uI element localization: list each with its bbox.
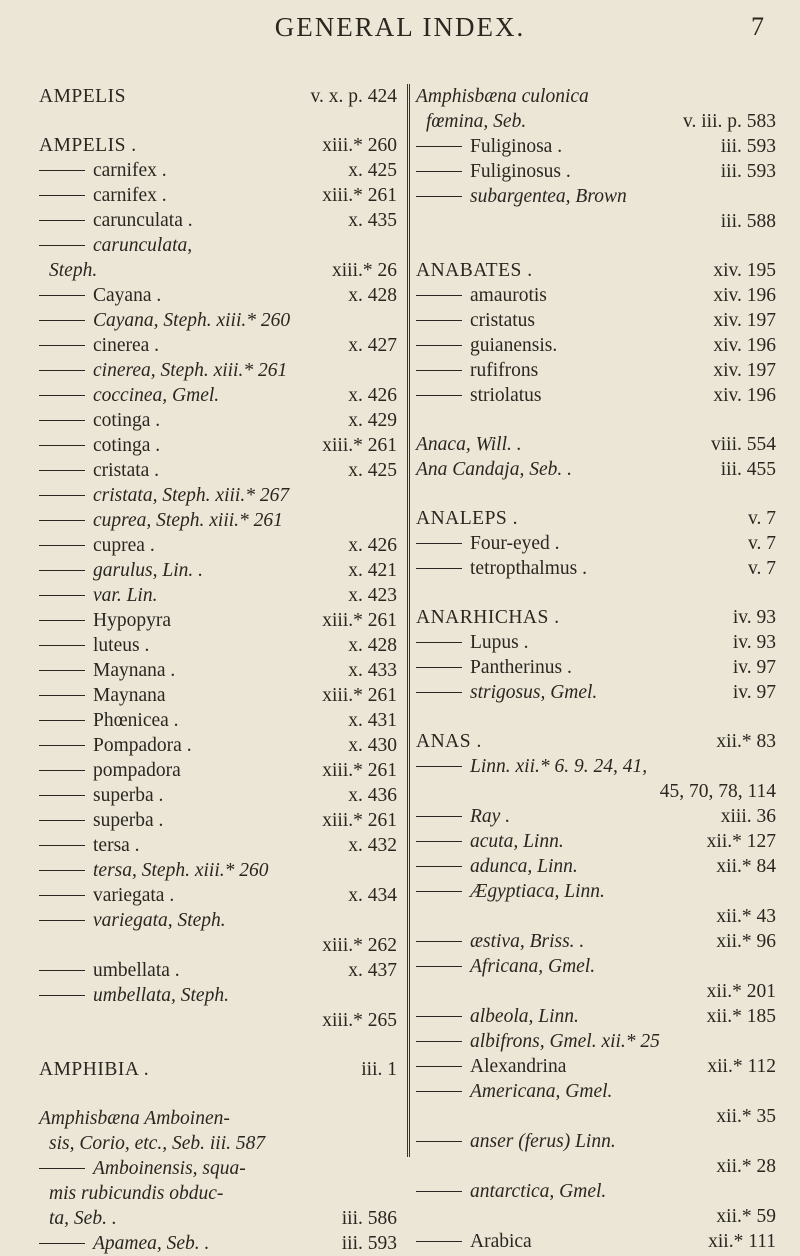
- entry-reference: v. 7: [748, 558, 776, 579]
- entry-reference: x. 430: [348, 735, 397, 756]
- index-entry: [416, 333, 776, 358]
- index-entry: [39, 683, 397, 708]
- ditto-dash: [39, 170, 85, 171]
- entry-reference: iv. 97: [732, 682, 776, 703]
- index-entry: [39, 383, 397, 408]
- index-entry: [39, 233, 397, 258]
- index-entry: [416, 1204, 776, 1229]
- index-entry: [416, 1179, 776, 1204]
- index-entry: [39, 1106, 397, 1131]
- entry-term: sis, Corio, etc., Seb. iii. 587: [49, 1133, 266, 1154]
- index-entry: [39, 258, 397, 283]
- entry-reference: xiv. 196: [713, 335, 776, 356]
- ditto-dash: [39, 870, 85, 871]
- entry-reference: xiv. 197: [713, 360, 776, 381]
- entry-term: garulus, Lin. .: [93, 560, 203, 581]
- index-entry: [39, 1131, 397, 1156]
- entry-term: cotinga .: [93, 435, 161, 456]
- entry-term: Cayana, Steph. xiii.* 260: [93, 310, 291, 331]
- index-entry: [416, 954, 776, 979]
- entry-reference: iii. 593: [341, 1233, 397, 1254]
- entry-reference: iii. 593: [720, 136, 776, 157]
- ditto-dash: [416, 766, 462, 767]
- entry-term: subargentea, Brown: [470, 186, 627, 207]
- entry-term: variegata .: [93, 885, 175, 906]
- index-entry: [39, 1181, 397, 1206]
- ditto-dash: [416, 1066, 462, 1067]
- ditto-dash: [416, 568, 462, 569]
- entry-term: cuprea .: [93, 535, 155, 556]
- ditto-dash: [39, 695, 85, 696]
- entry-term: Lupus .: [470, 632, 529, 653]
- entry-term: antarctica, Gmel.: [470, 1181, 607, 1202]
- index-entry: [416, 84, 776, 109]
- index-entry: [39, 133, 397, 158]
- entry-reference: xiii.* 261: [322, 685, 397, 706]
- index-entry: [416, 432, 776, 457]
- index-entry: [39, 583, 397, 608]
- entry-reference: xiv. 196: [713, 285, 776, 306]
- ditto-dash: [39, 370, 85, 371]
- entry-term: cinerea, Steph. xiii.* 261: [93, 360, 288, 381]
- index-entry: [39, 708, 397, 733]
- ditto-dash: [39, 1168, 85, 1169]
- entry-term: ANALEPS .: [416, 508, 519, 529]
- index-entry: [39, 1206, 397, 1231]
- index-entry: [416, 134, 776, 159]
- ditto-dash: [416, 146, 462, 147]
- index-entry: [416, 605, 776, 630]
- entry-term: cristatus: [470, 310, 535, 331]
- entry-reference: x. 427: [348, 335, 397, 356]
- ditto-dash: [39, 495, 85, 496]
- index-entry: [416, 754, 776, 779]
- entry-term: Pompadora .: [93, 735, 192, 756]
- index-entry: [416, 829, 776, 854]
- right-index-column: [416, 84, 776, 1254]
- index-entry: [416, 680, 776, 705]
- ditto-dash: [39, 295, 85, 296]
- entry-reference: x. 428: [348, 285, 397, 306]
- ditto-dash: [416, 295, 462, 296]
- entry-term: mis rubicundis obduc-: [49, 1183, 224, 1204]
- entry-reference: xii.* 35: [716, 1106, 776, 1127]
- index-entry: [416, 109, 776, 134]
- entry-reference: iii. 593: [720, 161, 776, 182]
- entry-term: Hypopyra: [93, 610, 171, 631]
- index-entry: [416, 457, 776, 482]
- entry-reference: v. x. p. 424: [310, 86, 397, 107]
- index-entry: [416, 1054, 776, 1079]
- entry-term: Maynana: [93, 685, 166, 706]
- index-entry: [39, 84, 397, 109]
- entry-reference: iv. 97: [732, 657, 776, 678]
- entry-term: carnifex .: [93, 160, 167, 181]
- entry-reference: xii.* 127: [706, 831, 776, 852]
- index-entry: [416, 556, 776, 581]
- entry-reference: iii. 455: [720, 459, 776, 480]
- ditto-dash: [416, 395, 462, 396]
- ditto-dash: [416, 1041, 462, 1042]
- entry-term: Cayana .: [93, 285, 162, 306]
- index-entry: [416, 655, 776, 680]
- entry-reference: iv. 93: [732, 607, 776, 628]
- entry-reference: xii.* 112: [707, 1056, 776, 1077]
- ditto-dash: [39, 445, 85, 446]
- entry-reference: x. 426: [348, 535, 397, 556]
- entry-term: superba .: [93, 810, 164, 831]
- entry-reference: x. 434: [348, 885, 397, 906]
- page-header: [0, 12, 800, 52]
- entry-term: Four-eyed .: [470, 533, 560, 554]
- entry-reference: 45, 70, 78, 114: [659, 781, 776, 802]
- entry-term: anser (ferus) Linn.: [470, 1131, 616, 1152]
- entry-term: variegata, Steph.: [93, 910, 226, 931]
- entry-reference: iii. 586: [341, 1208, 397, 1229]
- entry-reference: xii.* 28: [716, 1156, 776, 1177]
- index-entry: [416, 184, 776, 209]
- index-entry: [39, 558, 397, 583]
- index-entry: [39, 608, 397, 633]
- ditto-dash: [416, 543, 462, 544]
- index-entry: [39, 358, 397, 383]
- entry-reference: xii.* 185: [706, 1006, 776, 1027]
- ditto-dash: [39, 420, 85, 421]
- index-entry: [416, 929, 776, 954]
- entry-reference: xii.* 59: [716, 1206, 776, 1227]
- ditto-dash: [39, 670, 85, 671]
- ditto-dash: [39, 595, 85, 596]
- index-entry: [416, 904, 776, 929]
- index-entry: [416, 506, 776, 531]
- entry-term: cristata, Steph. xiii.* 267: [93, 485, 290, 506]
- index-entry: [416, 1079, 776, 1104]
- entry-term: Amboinensis, squa-: [93, 1158, 246, 1179]
- index-entry: [416, 1154, 776, 1179]
- entry-term: æstiva, Briss. .: [470, 931, 585, 952]
- index-entry: [39, 1231, 397, 1256]
- entry-term: albeola, Linn.: [470, 1006, 579, 1027]
- ditto-dash: [416, 196, 462, 197]
- entry-term: Steph.: [49, 260, 98, 281]
- entry-reference: x. 437: [348, 960, 397, 981]
- entry-reference: xiii.* 265: [322, 1010, 397, 1031]
- index-entry: [39, 733, 397, 758]
- index-entry: [39, 408, 397, 433]
- entry-reference: v. iii. p. 583: [683, 111, 776, 132]
- entry-reference: xiii. 36: [720, 806, 776, 827]
- entry-term: cotinga .: [93, 410, 161, 431]
- index-entry: [416, 729, 776, 754]
- entry-reference: xiii.* 260: [322, 135, 397, 156]
- entry-reference: x. 426: [348, 385, 397, 406]
- entry-term: adunca, Linn.: [470, 856, 578, 877]
- ditto-dash: [416, 345, 462, 346]
- index-entry: [416, 383, 776, 408]
- entry-term: Africana, Gmel.: [470, 956, 596, 977]
- entry-term: Linn. xii.* 6. 9. 24, 41,: [470, 756, 648, 777]
- entry-term: AMPELIS: [39, 86, 126, 107]
- entry-reference: x. 423: [348, 585, 397, 606]
- index-entry: [416, 779, 776, 804]
- index-entry: [39, 283, 397, 308]
- ditto-dash: [416, 1016, 462, 1017]
- ditto-dash: [39, 1243, 85, 1244]
- entry-term: coccinea, Gmel.: [93, 385, 220, 406]
- entry-term: guianensis.: [470, 335, 558, 356]
- entry-term: amaurotis: [470, 285, 547, 306]
- ditto-dash: [39, 570, 85, 571]
- ditto-dash: [416, 642, 462, 643]
- entry-term: cuprea, Steph. xiii.* 261: [93, 510, 283, 531]
- entry-term: Amphisbæna Amboinen-: [39, 1108, 230, 1129]
- ditto-dash: [39, 995, 85, 996]
- entry-term: albifrons, Gmel. xii.* 25: [470, 1031, 660, 1052]
- ditto-dash: [416, 320, 462, 321]
- entry-term: fœmina, Seb.: [426, 111, 527, 132]
- ditto-dash: [39, 195, 85, 196]
- entry-term: Arabica: [470, 1231, 532, 1252]
- entry-reference: xiv. 197: [713, 310, 776, 331]
- column-divider: [407, 84, 410, 1157]
- index-entry: [416, 159, 776, 184]
- entry-term: cristata .: [93, 460, 160, 481]
- entry-reference: xii.* 201: [706, 981, 776, 1002]
- ditto-dash: [416, 370, 462, 371]
- index-entry: [39, 208, 397, 233]
- entry-reference: xiii.* 261: [322, 185, 397, 206]
- index-entry: [39, 458, 397, 483]
- ditto-dash: [416, 866, 462, 867]
- ditto-dash: [416, 1141, 462, 1142]
- index-entry: [39, 333, 397, 358]
- entry-term: AMPHIBIA .: [39, 1059, 150, 1080]
- entry-term: Fuliginosus .: [470, 161, 571, 182]
- ditto-dash: [39, 720, 85, 721]
- ditto-dash: [416, 171, 462, 172]
- index-entry: [39, 833, 397, 858]
- index-entry: [39, 958, 397, 983]
- entry-reference: xii.* 96: [716, 931, 776, 952]
- ditto-dash: [39, 770, 85, 771]
- entry-reference: xii.* 83: [716, 731, 776, 752]
- entry-reference: x. 428: [348, 635, 397, 656]
- entry-reference: iii. 588: [720, 211, 776, 232]
- index-entry: [416, 1229, 776, 1254]
- entry-reference: x. 431: [348, 710, 397, 731]
- index-entry: [39, 758, 397, 783]
- index-entry: [39, 508, 397, 533]
- entry-term: luteus .: [93, 635, 150, 656]
- ditto-dash: [39, 620, 85, 621]
- ditto-dash: [39, 520, 85, 521]
- ditto-dash: [39, 395, 85, 396]
- ditto-dash: [416, 1241, 462, 1242]
- index-entry: [39, 308, 397, 333]
- ditto-dash: [39, 920, 85, 921]
- entry-reference: viii. 554: [710, 434, 776, 455]
- entry-term: ANABATES .: [416, 260, 533, 281]
- ditto-dash: [39, 320, 85, 321]
- index-entry: [39, 1156, 397, 1181]
- entry-reference: x. 433: [348, 660, 397, 681]
- entry-reference: xii.* 84: [716, 856, 776, 877]
- ditto-dash: [39, 345, 85, 346]
- entry-reference: xiv. 195: [713, 260, 776, 281]
- entry-term: Anaca, Will. .: [416, 434, 522, 455]
- entry-term: tetropthalmus .: [470, 558, 587, 579]
- entry-term: Pantherinus .: [470, 657, 572, 678]
- entry-term: striolatus: [470, 385, 542, 406]
- entry-term: Maynana .: [93, 660, 176, 681]
- index-entry: [39, 633, 397, 658]
- entry-term: Phœnicea .: [93, 710, 179, 731]
- index-entry: [39, 483, 397, 508]
- index-entry: [416, 630, 776, 655]
- entry-term: Americana, Gmel.: [470, 1081, 613, 1102]
- ditto-dash: [416, 941, 462, 942]
- entry-term: Amphisbæna culonica: [416, 86, 589, 107]
- index-entry: [39, 858, 397, 883]
- entry-reference: x. 436: [348, 785, 397, 806]
- index-entry: [416, 854, 776, 879]
- entry-reference: xiii.* 261: [322, 610, 397, 631]
- entry-term: superba .: [93, 785, 164, 806]
- running-title: GENERAL INDEX.: [274, 12, 526, 42]
- entry-term: Ægyptiaca, Linn.: [470, 881, 605, 902]
- entry-reference: xii.* 111: [708, 1231, 776, 1252]
- entry-term: ANAS .: [416, 731, 482, 752]
- index-entry: [416, 1029, 776, 1054]
- entry-reference: xiii.* 261: [322, 760, 397, 781]
- entry-reference: v. 7: [748, 533, 776, 554]
- entry-reference: iii. 1: [361, 1059, 397, 1080]
- index-entry: [39, 908, 397, 933]
- page-number: 7: [751, 12, 764, 41]
- entry-reference: x. 425: [348, 160, 397, 181]
- index-entry: [416, 1004, 776, 1029]
- index-entry: [39, 1008, 397, 1033]
- index-entry: [39, 883, 397, 908]
- entry-term: Ana Candaja, Seb. .: [416, 459, 572, 480]
- index-entry: [39, 658, 397, 683]
- index-entry: [416, 531, 776, 556]
- ditto-dash: [39, 845, 85, 846]
- index-entry: [416, 308, 776, 333]
- entry-term: umbellata, Steph.: [93, 985, 229, 1006]
- entry-reference: v. 7: [748, 508, 776, 529]
- entry-reference: xiii.* 261: [322, 810, 397, 831]
- ditto-dash: [416, 1191, 462, 1192]
- index-entry: [39, 933, 397, 958]
- entry-reference: x. 429: [348, 410, 397, 431]
- entry-term: Ray .: [470, 806, 511, 827]
- ditto-dash: [416, 667, 462, 668]
- entry-reference: x. 432: [348, 835, 397, 856]
- index-entry: [39, 1057, 397, 1082]
- entry-reference: xiii.* 262: [322, 935, 397, 956]
- index-entry: [39, 158, 397, 183]
- ditto-dash: [39, 970, 85, 971]
- entry-term: AMPELIS .: [39, 135, 137, 156]
- index-entry: [416, 1104, 776, 1129]
- entry-term: tersa, Steph. xiii.* 260: [93, 860, 269, 881]
- entry-reference: x. 425: [348, 460, 397, 481]
- index-entry: [39, 433, 397, 458]
- index-entry: [39, 808, 397, 833]
- entry-term: carunculata .: [93, 210, 193, 231]
- index-entry: [39, 533, 397, 558]
- entry-reference: xiii.* 261: [322, 435, 397, 456]
- ditto-dash: [39, 820, 85, 821]
- entry-reference: xiv. 196: [713, 385, 776, 406]
- index-entry: [416, 358, 776, 383]
- ditto-dash: [39, 470, 85, 471]
- ditto-dash: [39, 545, 85, 546]
- ditto-dash: [39, 795, 85, 796]
- index-entry: [416, 879, 776, 904]
- entry-term: strigosus, Gmel.: [470, 682, 598, 703]
- entry-reference: xiii.* 26: [331, 260, 397, 281]
- ditto-dash: [39, 645, 85, 646]
- ditto-dash: [416, 841, 462, 842]
- entry-term: Apamea, Seb. .: [93, 1233, 210, 1254]
- entry-reference: xii.* 43: [716, 906, 776, 927]
- entry-term: carunculata,: [93, 235, 193, 256]
- index-entry: [416, 1129, 776, 1154]
- index-entry: [416, 283, 776, 308]
- entry-reference: x. 421: [348, 560, 397, 581]
- ditto-dash: [39, 895, 85, 896]
- entry-term: acuta, Linn.: [470, 831, 564, 852]
- index-entry: [416, 258, 776, 283]
- ditto-dash: [39, 745, 85, 746]
- index-entry: [416, 979, 776, 1004]
- entry-term: cinerea .: [93, 335, 160, 356]
- entry-term: pompadora: [93, 760, 181, 781]
- ditto-dash: [416, 692, 462, 693]
- index-entry: [39, 783, 397, 808]
- ditto-dash: [416, 816, 462, 817]
- ditto-dash: [416, 891, 462, 892]
- ditto-dash: [416, 966, 462, 967]
- ditto-dash: [39, 220, 85, 221]
- entry-reference: x. 435: [348, 210, 397, 231]
- index-entry: [39, 183, 397, 208]
- index-entry: [416, 804, 776, 829]
- entry-term: ta, Seb. .: [49, 1208, 117, 1229]
- entry-term: carnifex .: [93, 185, 167, 206]
- entry-term: var. Lin.: [93, 585, 158, 606]
- left-index-column: [39, 84, 397, 1256]
- entry-term: tersa .: [93, 835, 140, 856]
- ditto-dash: [416, 1091, 462, 1092]
- entry-term: Alexandrina: [470, 1056, 567, 1077]
- entry-reference: iv. 93: [732, 632, 776, 653]
- ditto-dash: [39, 245, 85, 246]
- index-entry: [416, 209, 776, 234]
- index-entry: [39, 983, 397, 1008]
- entry-term: Fuliginosa .: [470, 136, 563, 157]
- entry-term: umbellata .: [93, 960, 180, 981]
- entry-term: ANARHICHAS .: [416, 607, 560, 628]
- entry-term: rufifrons: [470, 360, 539, 381]
